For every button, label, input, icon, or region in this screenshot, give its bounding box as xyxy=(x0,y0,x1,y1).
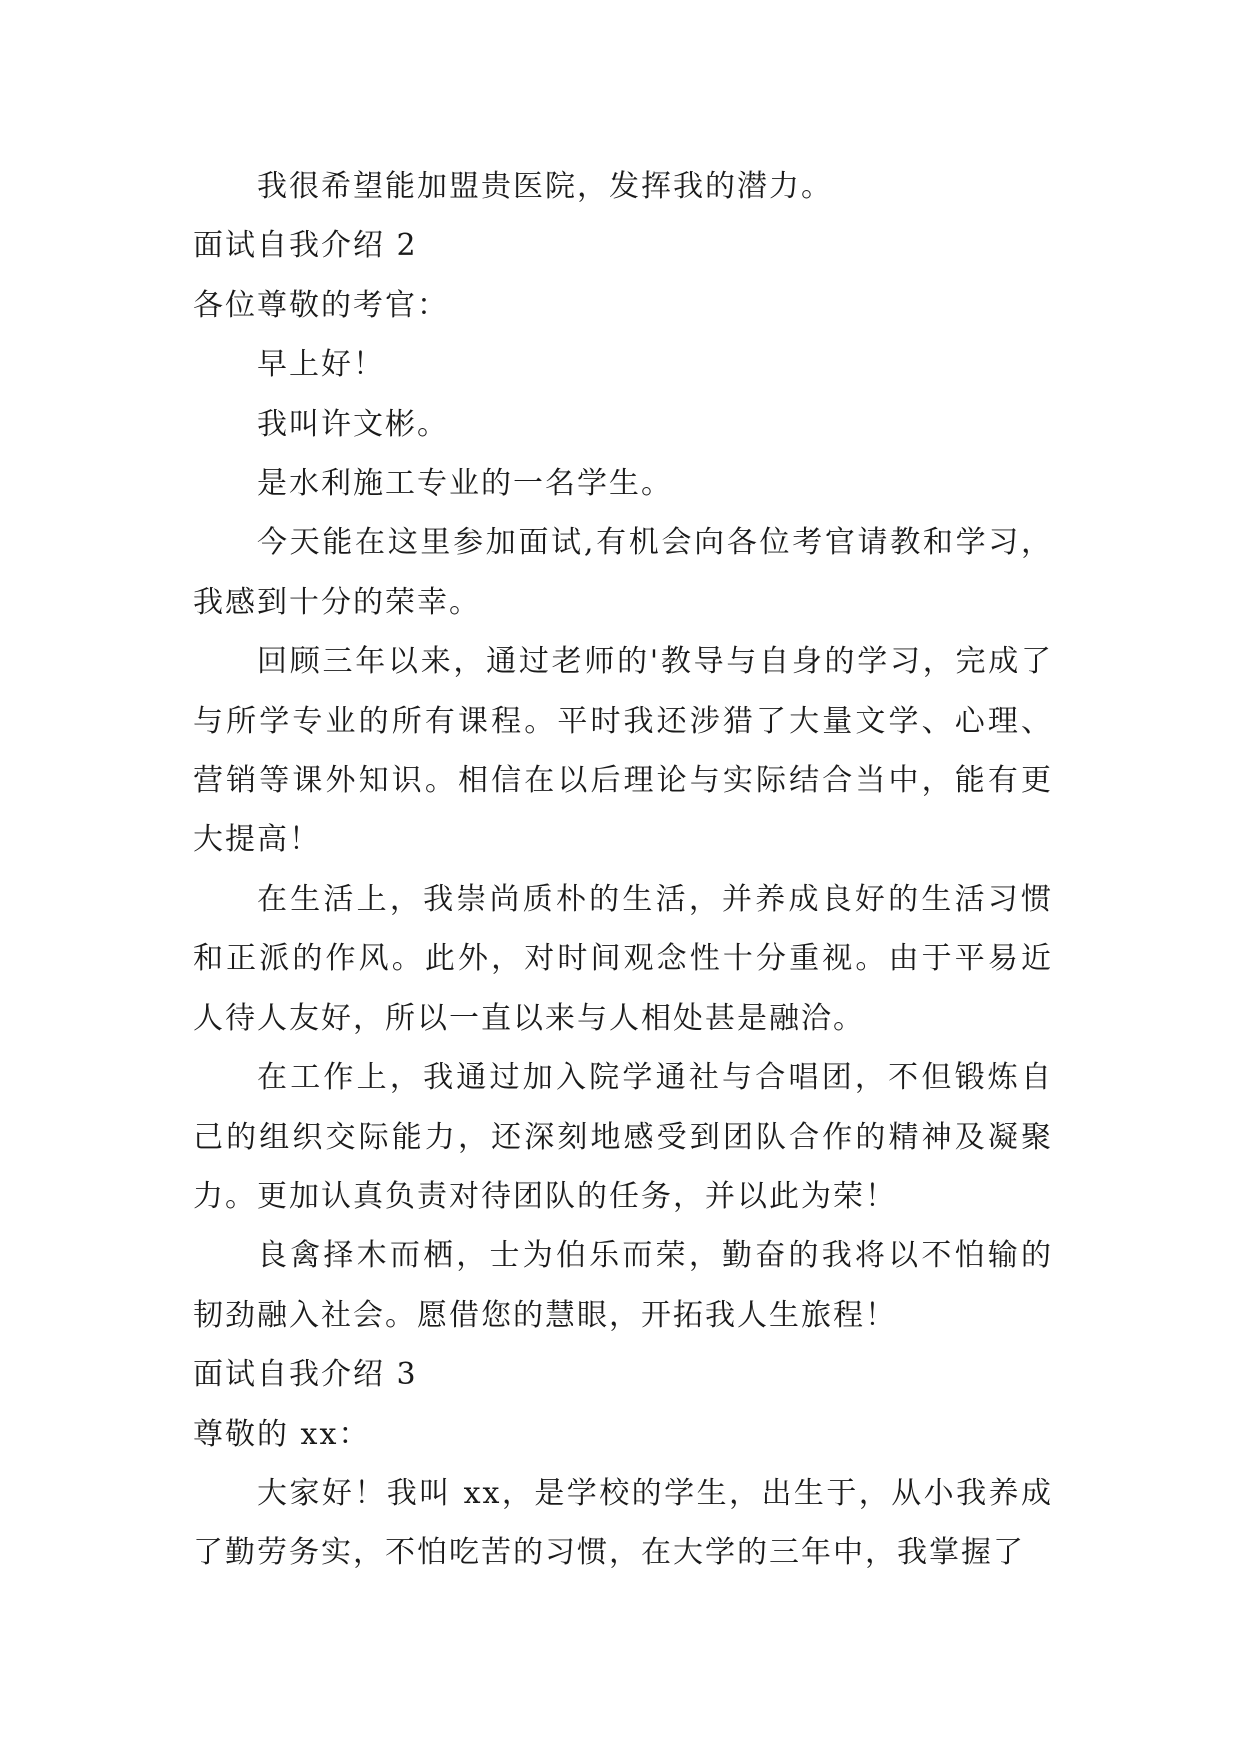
section-heading: 面试自我介绍 2 xyxy=(193,228,418,264)
paragraph: 是水利施工专业的一名学生。 xyxy=(257,466,673,502)
paragraph: 我很希望能加盟贵医院，发挥我的潜力。 xyxy=(257,169,833,204)
salutation: 各位尊敬的考官： xyxy=(193,287,449,323)
salutation: 尊敬的 xx： xyxy=(193,1416,371,1452)
paragraph: 良禽择木而栖，士为伯乐而荣，勤奋的我将以不怕输的韧劲融入社会。愿借您的慧眼，开拓我人生旅程！ xyxy=(193,1238,1053,1333)
document-body xyxy=(193,157,1053,1583)
paragraph: 大家好！我叫 xx，是学校的学生，出生于，从小我养成了勤劳务实，不怕吃苦的习惯，在大学的三年中，我掌握了 xyxy=(193,1475,1053,1571)
paragraph: 早上好！ xyxy=(257,347,385,383)
paragraph: 今天能在这里参加面试,有机会向各位考官请教和学习，我感到十分的荣幸。 xyxy=(193,525,1053,620)
paragraph: 在工作上，我通过加入院学通社与合唱团，不但锻炼自己的组织交际能力，还深刻地感受到团队合作的精神及凝聚力。更加认真负责对待团队的任务，并以此为荣！ xyxy=(193,1060,1053,1214)
paragraph: 回顾三年以来，通过老师的'教导与自身的学习，完成了与所学专业的所有课程。平时我还涉猎了大量文学、心理、营销等课外知识。相信在以后理论与实际结合当中，能有更大提高！ xyxy=(193,644,1053,858)
paragraph: 在生活上，我崇尚质朴的生活，并养成良好的生活习惯和正派的作风。此外，对时间观念性十分重视。由于平易近人待人友好，所以一直以来与人相处甚是融洽。 xyxy=(193,881,1053,1036)
paragraph: 我叫许文彬。 xyxy=(257,406,449,442)
section-heading: 面试自我介绍 3 xyxy=(193,1357,418,1393)
